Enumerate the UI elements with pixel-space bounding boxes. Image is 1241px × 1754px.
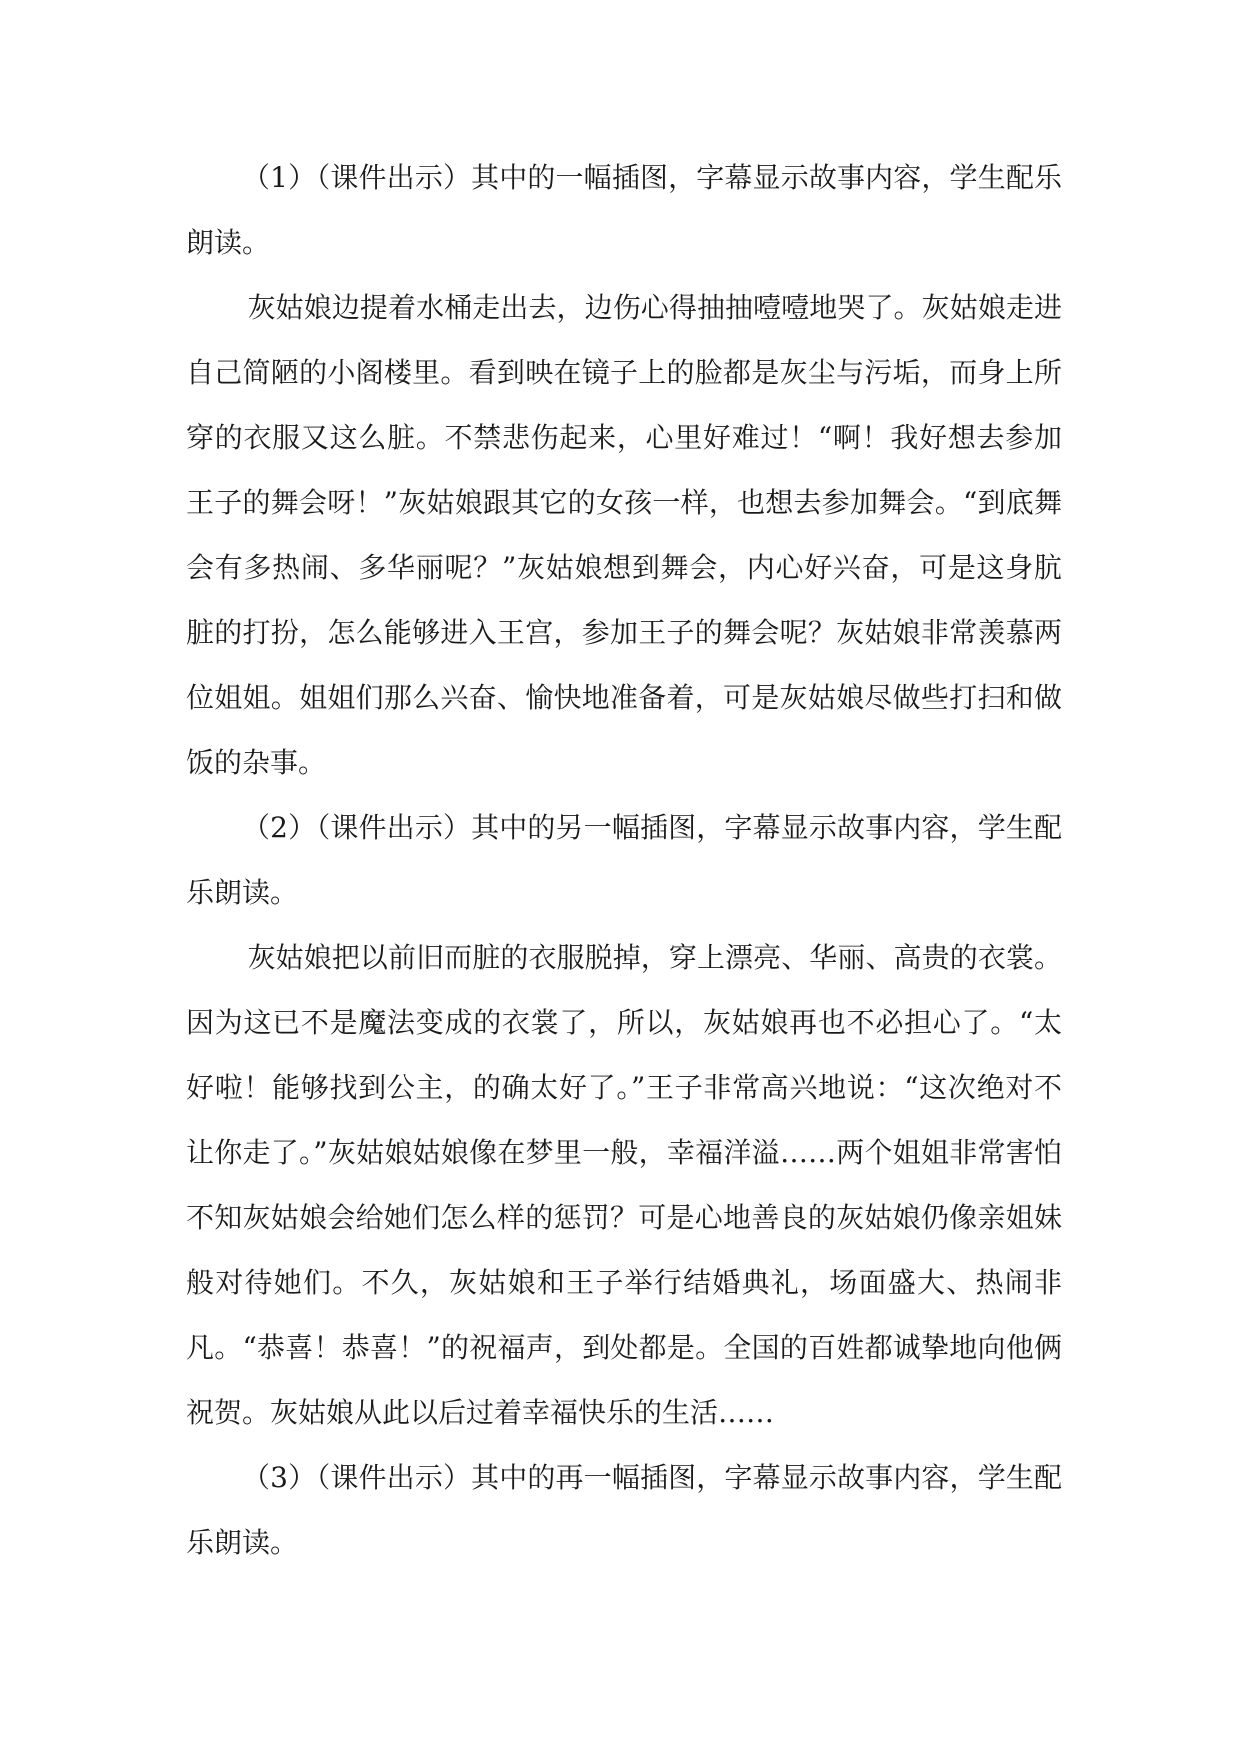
paragraph-story-1: 灰姑娘边提着水桶走出去，边伤心得抽抽噎噎地哭了。灰姑娘走进自己简陋的小阁楼里。看到映在镜子上的脸都是灰尘与污垢，而身上所穿的衣服又这么脏。不禁悲伤起来，心里好难过！“啊！我好想去参加王子的舞会呀！”灰姑娘跟其它的女孩一样，也想去参加舞会。“到底舞会有多热闹、多华丽呢？”灰姑娘想到舞会，内心好兴奋，可是这身肮脏的打扮，怎么能够进入王宫，参加王子的舞会呢？灰姑娘非常羡慕两位姐姐。姐姐们那么兴奋、愉快地准备着，可是灰姑娘尽做些打扫和做饭的杂事。: [186, 291, 1062, 779]
paragraph-step-3: （3）（课件出示）其中的再一幅插图，字幕显示故事内容，学生配乐朗读。: [186, 1461, 1062, 1559]
paragraph-step-2: （2）（课件出示）其中的另一幅插图，字幕显示故事内容，学生配乐朗读。: [186, 811, 1062, 909]
paragraph-story-2: 灰姑娘把以前旧而脏的衣服脱掉，穿上漂亮、华丽、高贵的衣裳。因为这已不是魔法变成的衣裳了，所以，灰姑娘再也不必担心了。“太好啦！能够找到公主，的确太好了。”王子非常高兴地说：“这次绝对不让你走了。”灰姑娘姑娘像在梦里一般，幸福洋溢……两个姐姐非常害怕不知灰姑娘会给她们怎么样的惩罚？可是心地善良的灰姑娘仍像亲姐妹般对待她们。不久，灰姑娘和王子举行结婚典礼，场面盛大、热闹非凡。“恭喜！恭喜！”的祝福声，到处都是。全国的百姓都诚挚地向他俩祝贺。灰姑娘从此以后过着幸福快乐的生活……: [186, 941, 1062, 1429]
paragraph-step-1: （1）（课件出示）其中的一幅插图，字幕显示故事内容，学生配乐朗读。: [186, 161, 1062, 259]
document-page: [186, 145, 1062, 1575]
